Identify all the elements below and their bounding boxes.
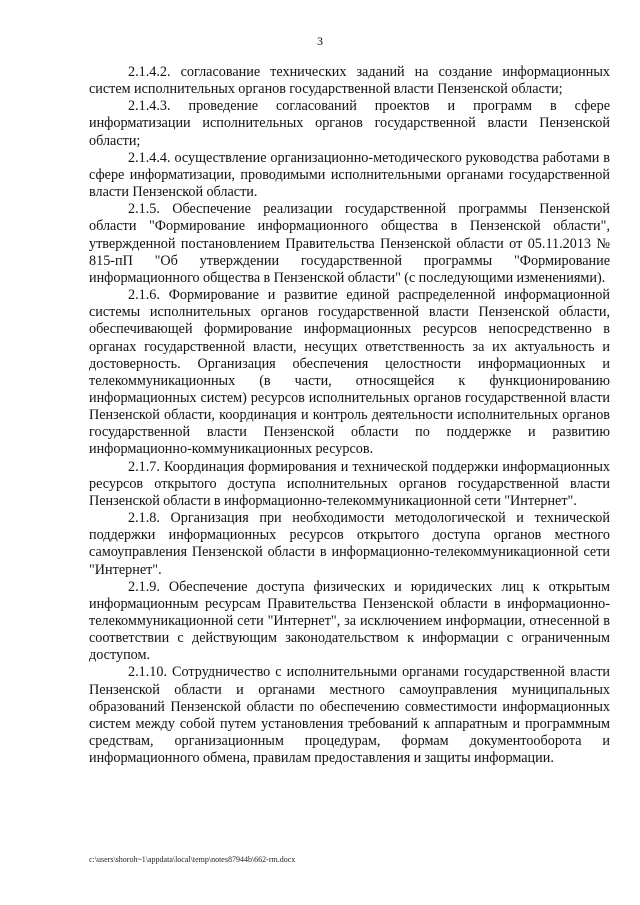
page-number: 3 xyxy=(317,34,323,48)
paragraph-2-1-7: 2.1.7. Координация формирования и технической поддержки информационных ресурсов открытого доступа исполнительных органов государственной власти Пензенской области в информационно-телекоммуникационной сети "Интернет". xyxy=(89,458,610,509)
paragraph-2-1-10: 2.1.10. Сотрудничество с исполнительными органами государственной власти Пензенской области и органами местного самоуправления муниципальных образований Пензенской области по обеспечению совместимости информационных систем между собой путем установления требований к аппаратным и программным средствам, организационным процедурам, формам документооборота и информационного обмена, правилам предоставления и защиты информации. xyxy=(89,664,610,767)
paragraph-2-1-5: 2.1.5. Обеспечение реализации государственной программы Пензенской области "Формирование информационного общества в Пензенской области", утвержденной постановлением Правительства Пензенской области от 05.11.2013 № 815-пП "Об утверждении государственной программы "Формирование информационного общества в Пензенской области" (с последующими изменениями). xyxy=(89,201,610,286)
paragraph-2-1-9: 2.1.9. Обеспечение доступа физических и юридических лиц к открытым информационным ресурсам Правительства Пензенской области в информационно-телекоммуникационной сети "Интернет", за исключением информации, отнесенной в соответствии с действующим законодательством к информации с ограниченным доступом. xyxy=(89,578,610,664)
paragraph-2-1-6: 2.1.6. Формирование и развитие единой распределенной информационной системы исполнительных органов государственной власти Пензенской области, обеспечивающей формирование информационных ресурсов непосредственно в органах государственной власти, несущих ответственность за их актуальность и достоверность. Организация обеспечения целостности информационных и телекоммуникационных (в части, относящейся к функционированию информационных систем) ресурсов исполнительных органов государственной власти Пензенской области, координация и контроль деятельности исполнительных органов государственной власти Пензенской области по поддержке и развитию информационно-коммуникационных ресурсов. xyxy=(89,287,610,458)
paragraph-2-1-4-3: 2.1.4.3. проведение согласований проектов и программ в сфере информатизации исполнительных органов государственной власти Пензенской области; xyxy=(89,98,610,149)
document-body xyxy=(89,64,610,767)
file-path-footer: c:\users\shoroh~1\appdata\local\temp\notes87944b\662-rm.docx xyxy=(89,855,296,864)
paragraph-2-1-8: 2.1.8. Организация при необходимости методологической и технической поддержки информационных ресурсов открытого доступа органов местного самоуправления Пензенской области в информационно-телекоммуникационной сети "Интернет". xyxy=(89,510,610,578)
paragraph-2-1-4-4: 2.1.4.4. осуществление организационно-методического руководства работами в сфере информатизации, проводимыми исполнительными органами государственной власти Пензенской области. xyxy=(89,149,610,201)
paragraph-2-1-4-2: 2.1.4.2. согласование технических заданий на создание информационных систем исполнительных органов государственной власти Пензенской области; xyxy=(89,64,610,98)
